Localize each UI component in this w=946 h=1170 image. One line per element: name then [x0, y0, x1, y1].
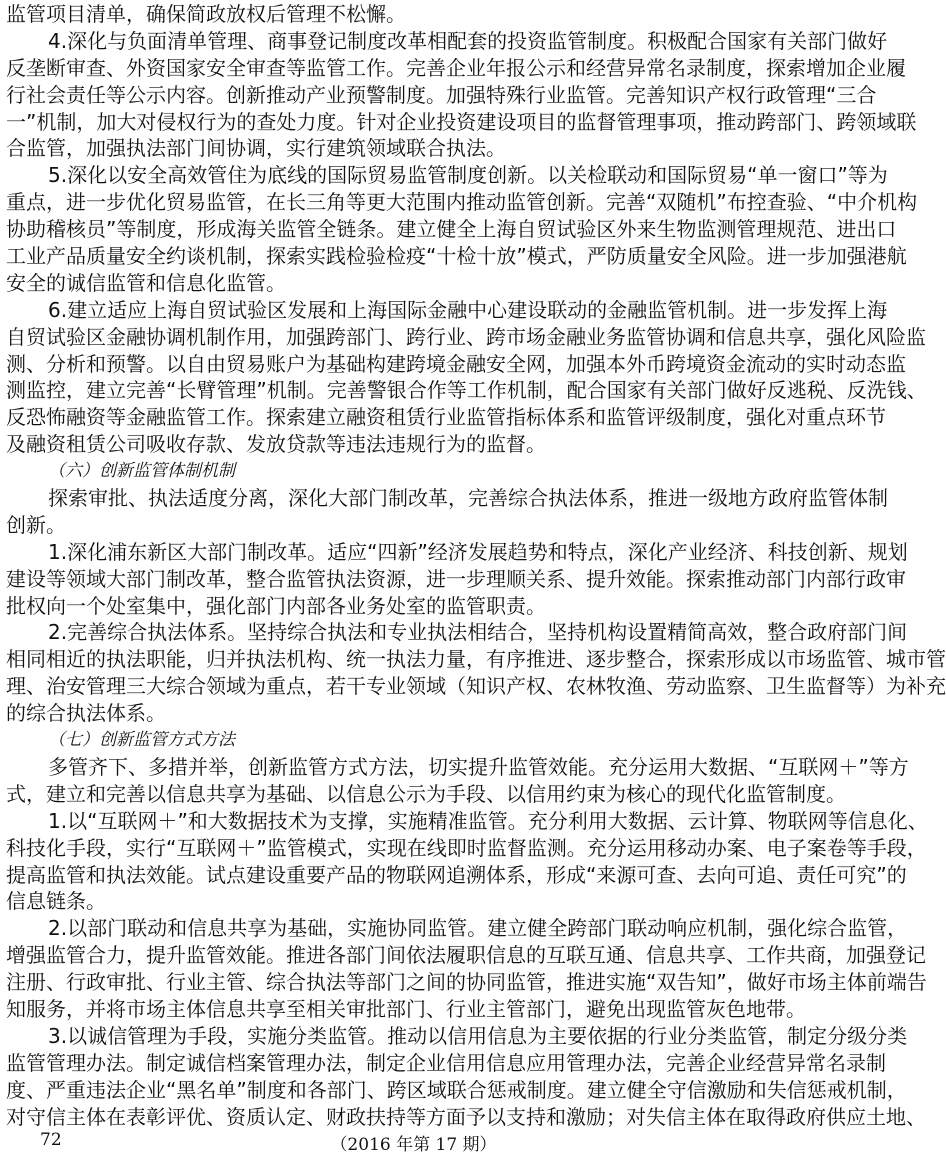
text-line: 建设等领域大部门制改革，整合监管执法资源，进一步理顺关系、提升效能。探索推动部门内部行政审 — [6, 566, 906, 591]
text-line: 测监控，建立完善“长臂管理”机制。完善警银合作等工作机制，配合国家有关部门做好反逃税、反洗钱、 — [6, 378, 927, 403]
text-line: 合监管，加强执法部门间协调，实行建筑领域联合执法。 — [6, 136, 506, 161]
paragraph — [6, 485, 888, 539]
paragraph — [6, 162, 918, 296]
paragraph — [6, 1023, 926, 1131]
text-line: 式，建立和完善以信息共享为基础、以信息公示为手段、以信用约束为核心的现代化监管制度。 — [6, 781, 846, 806]
text-line: 理、治安管理三大综合领域为重点，若干专业领域（知识产权、农林牧渔、劳动监察、卫生监督等）为补充 — [6, 674, 946, 699]
text-line: 行社会责任等公示内容。创新推动产业预警制度。加强特殊行业监管。完善知识产权行政管理“三合 — [6, 82, 877, 107]
text-line: （六）创新监管体制机制 — [48, 461, 235, 482]
text-line: 4.深化与负面清单管理、商事登记制度改革相配套的投资监管制度。积极配合国家有关部门做好 — [48, 28, 888, 53]
text-line: 注册、行政审批、行业主管、综合执法等部门之间的协同监管，推进实施“双告知”，做好市场主体前端告 — [6, 970, 927, 995]
paragraph — [6, 297, 927, 458]
text-line: 提高监管和执法效能。试点建设重要产品的物联网追溯体系，形成“来源可查、去向可追、责任可究”的 — [6, 862, 907, 887]
text-line: 科技化手段，实行“互联网＋”监管模式，实现在线即时监督监测。充分运用移动办案、电子案卷等手段， — [6, 835, 927, 860]
text-line: 监管项目清单，确保简政放权后管理不松懈。 — [6, 2, 406, 26]
paragraph — [6, 1, 817, 28]
text-line: 1.深化浦东新区大部门制改革。适应“四新”经济发展趋势和特点，深化产业经济、科技创新、规划 — [48, 539, 908, 564]
text-line: 工业产品质量安全约谈机制，探索实践检验检疫“十检十放”模式，严防质量安全风险。进一步加强港航 — [6, 244, 907, 269]
text-line: 3.以诚信管理为手段，实施分类监管。推动以信用信息为主要依据的行业分类监管，制定分级分类 — [48, 1023, 908, 1048]
page-footer — [0, 1130, 827, 1156]
text-line: 对守信主体在表彰评优、资质认定、财政扶持等方面予以支持和激励；对失信主体在取得政府供应土地、 — [6, 1104, 926, 1129]
text-line: 反恐怖融资等金融监管工作。探索建立融资租赁行业监管指标体系和监管评级制度，强化对重点环节 — [6, 405, 886, 430]
text-line: 增强监管合力，提升监管效能。推进各部门间依法履职信息的互联互通、信息共享、工作共商，加强登记 — [6, 943, 926, 968]
text-line: 测、分析和预警。以自由贸易账户为基础构建跨境金融安全网，加强本外币跨境资金流动的实时动态监 — [6, 351, 906, 376]
text-line: 创新。 — [6, 512, 66, 537]
paragraph — [6, 915, 927, 1023]
paragraph — [6, 28, 917, 162]
text-line: 多管齐下、多措并举，创新监管方式方法，切实提升监管效能。充分运用大数据、“互联网＋”等方 — [48, 754, 909, 779]
text-line: 自贸试验区金融协调机制作用，加强跨部门、跨行业、跨市场金融业务监管协调和信息共享，强化风险监 — [6, 324, 926, 349]
text-line: 知服务，并将市场主体信息共享至相关审批部门、行业主管部门，避免出现监管灰色地带。 — [6, 996, 806, 1021]
text-line: 度、严重违法企业“黑名单”制度和各部门、跨区域联合惩戒制度。建立健全守信激励和失信惩戒机制， — [6, 1077, 907, 1102]
paragraph — [6, 754, 909, 808]
section-heading — [6, 458, 817, 485]
section-heading — [6, 727, 817, 754]
text-line: 重点，进一步优化贸易监管，在长三角等更大范围内推动监管创新。完善“双随机”布控查验、“中介机构 — [6, 190, 918, 215]
text-line: 协助稽核员”等制度，形成海关监管全链条。建立健全上海自贸试验区外来生物监测管理规范、进出口 — [6, 217, 897, 242]
text-line: 5.深化以安全高效管住为底线的国际贸易监管制度创新。以关检联动和国际贸易“单一窗口”等为 — [48, 163, 888, 188]
page-number: 72 — [40, 1130, 62, 1150]
paragraph — [6, 808, 928, 916]
document-body — [6, 1, 946, 1130]
text-line: 反垄断审查、外资国家安全审查等监管工作。完善企业年报公示和经营异常名录制度，探索增加企业履 — [6, 55, 906, 80]
text-line: 信息链条。 — [6, 889, 106, 914]
issue-label: （2016 年第 17 期） — [330, 1135, 497, 1155]
text-line: 批权向一个处室集中，强化部门内部各业务处室的监管职责。 — [6, 593, 546, 618]
paragraph — [6, 619, 946, 727]
text-line: 1.以“互联网＋”和大数据技术为支撑，实施精准监管。充分利用大数据、云计算、物联网等信息化、 — [48, 808, 928, 833]
text-line: 探索审批、执法适度分离，深化大部门制改革，完善综合执法体系，推进一级地方政府监管体制 — [48, 486, 888, 511]
text-line: 监管管理办法。制定诚信档案管理办法，制定企业信用信息应用管理办法，完善企业经营异常名录制 — [6, 1050, 886, 1075]
text-line: 2.以部门联动和信息共享为基础，实施协同监管。建立健全跨部门联动响应机制，强化综合监管， — [48, 916, 908, 941]
text-line: 及融资租赁公司吸收存款、发放贷款等违法违规行为的监督。 — [6, 432, 546, 457]
text-line: 一”机制，加大对侵权行为的查处力度。针对企业投资建设项目的监督管理事项，推动跨部门、跨领域联 — [6, 109, 917, 134]
text-line: （七）创新监管方式方法 — [48, 730, 235, 751]
text-line: 2.完善综合执法体系。坚持综合执法和专业执法相结合，坚持机构设置精简高效，整合政府部门间 — [48, 620, 908, 645]
text-line: 安全的诚信监管和信息化监管。 — [6, 270, 286, 295]
paragraph — [6, 539, 908, 620]
text-line: 的综合执法体系。 — [6, 701, 166, 726]
text-line: 6.建立适应上海自贸试验区发展和上海国际金融中心建设联动的金融监管机制。进一步发挥上海 — [48, 297, 888, 322]
text-line: 相同相近的执法职能，归并执法机构、统一执法力量，有序推进、逐步整合，探索形成以市场监管、城市管 — [6, 647, 946, 672]
